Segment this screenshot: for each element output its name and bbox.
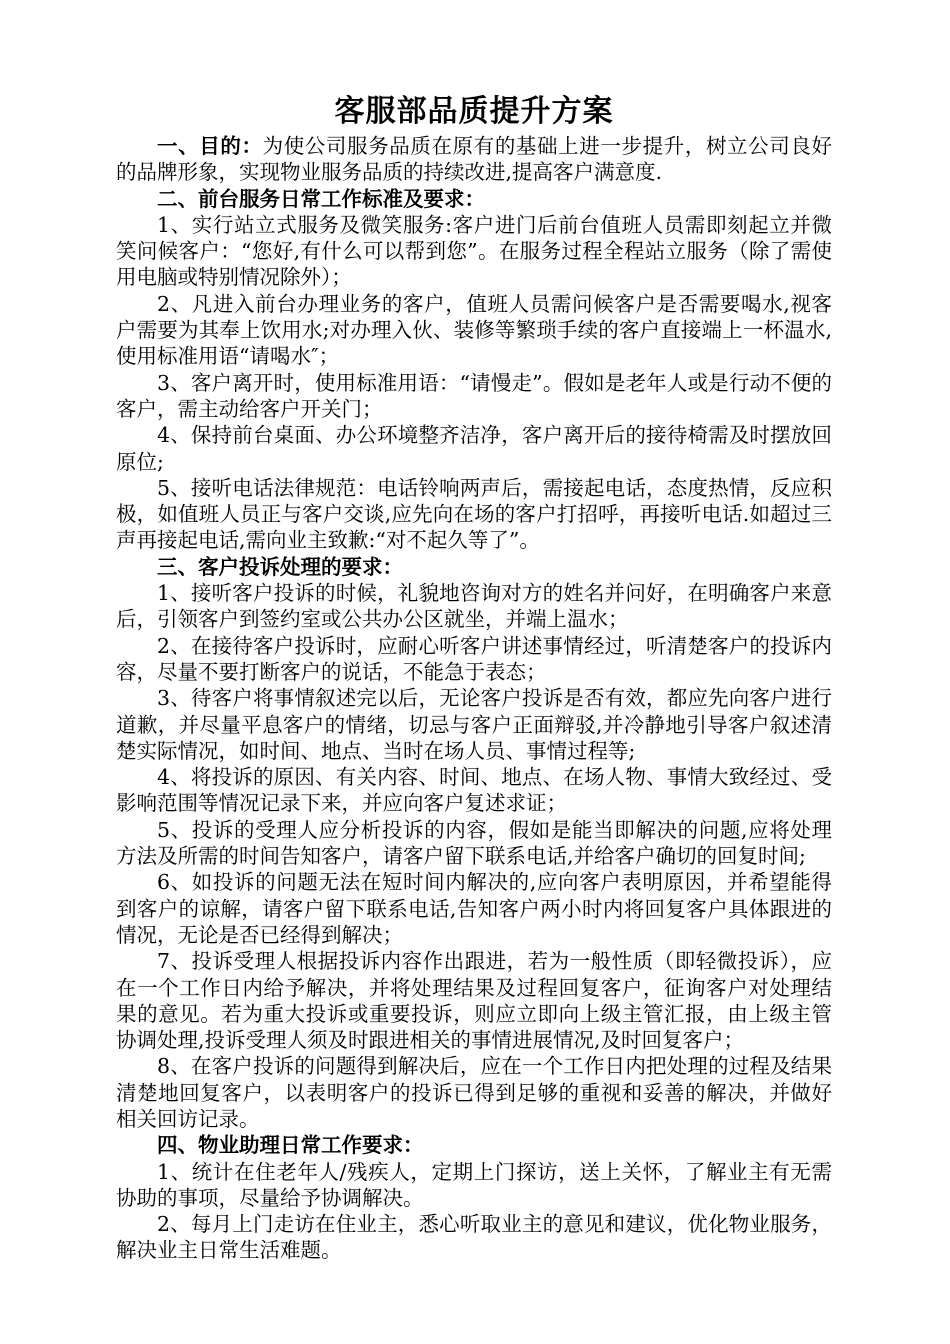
front-desk-item: 4、保持前台桌面、办公环境整齐洁净，客户离开后的接待椅需及时摆放回原位; — [116, 423, 832, 474]
complaint-item: 3、待客户将事情叙述完以后，无论客户投诉是否有效，都应先向客户进行道歉，并尽量平息客户的情绪，切忌与客户正面辩驳,并冷静地引导客户叙述清楚实际情况，如时间、地点、当时在场人员、事情过程等; — [116, 686, 832, 763]
complaint-item: 1、接听客户投诉的时候，礼貌地咨询对方的姓名并问好，在明确客户来意后，引领客户到签约室或公共办公区就坐，并端上温水； — [116, 581, 832, 632]
front-desk-item: 2、凡进入前台办理业务的客户，值班人员需问候客户是否需要喝水,视客户需要为其奉上饮用水;对办理入伙、装修等繁琐手续的客户直接端上一杯温水,使用标准用语“请喝水″； — [116, 291, 832, 369]
section-heading-complaints: 三、客户投诉处理的要求： — [157, 554, 403, 579]
complaint-item: 7、投诉受理人根据投诉内容作出跟进，若为一般性质（即轻微投诉），应在一个工作日内给予解决，并将处理结果及过程回复客户，征询客户对处理结果的意见。若为重大投诉或重要投诉，则应立即向上级主管汇报，由上级主管协调处理,投诉受理人须及时跟进相关的事情进展情况,及时回复客户； — [116, 949, 832, 1053]
assistant-item: 2、每月上门走访在住业主，悉心听取业主的意见和建议，优化物业服务，解决业主日常生活难题。 — [116, 1212, 832, 1263]
intro-paragraph — [116, 133, 832, 186]
section-heading-front-desk: 二、前台服务日常工作标准及要求： — [157, 186, 485, 211]
front-desk-item: 3、客户离开时，使用标准用语：“请慢走”。假如是老年人或是行动不便的客户，需主动给客户开关门； — [116, 370, 832, 421]
document-title: 客服部品质提升方案 — [334, 94, 614, 129]
front-desk-item: 1、实行站立式服务及微笑服务:客户进门后前台值班人员需即刻起立并微笑问候客户：“您好,有什么可以帮到您”。在服务过程全程站立服务（除了需使用电脑或特别情况除外）； — [116, 212, 832, 290]
intro-text: 为使公司服务品质在原有的基础上进一步提升，树立公司良好的品牌形象，实现物业服务品质的持续改进,提高客户满意度. — [116, 134, 833, 185]
complaint-item: 4、将投诉的原因、有关内容、时间、地点、在场人物、事情大致经过、受影响范围等情况记录下来，并应向客户复述求证； — [116, 765, 832, 816]
complaint-item: 2、在接待客户投诉时，应耐心听客户讲述事情经过，听清楚客户的投诉内容，尽量不要打断客户的说话，不能急于表态； — [116, 633, 832, 684]
complaint-item: 8、在客户投诉的问题得到解决后，应在一个工作日内把处理的过程及结果清楚地回复客户，以表明客户的投诉已得到足够的重视和妥善的解决，并做好相关回访记录。 — [116, 1054, 832, 1131]
complaint-item: 6、如投诉的问题无法在短时间内解决的,应向客户表明原因，并希望能得到客户的谅解，请客户留下联系电话,告知客户两小时内将回复客户具体跟进的情况，无论是否已经得到解决； — [116, 870, 832, 947]
complaint-item: 5、投诉的受理人应分析投诉的内容，假如是能当即解决的问题,应将处理方法及所需的时间告知客户，请客户留下联系电话,并给客户确切的回复时间; — [116, 817, 832, 869]
intro-lead: 一、目的： — [157, 134, 263, 158]
front-desk-item: 5、接听电话法律规范：电话铃响两声后，需接起电话，态度热情，反应积极，如值班人员正与客户交谈,应先向在场的客户打招呼，再接听电话.如超过三声再接起电话,需向业主致歉:“对不起久等了”。 — [116, 475, 832, 553]
section-heading-property-assistant: 四、物业助理日常工作要求： — [157, 1133, 424, 1158]
assistant-item: 1、统计在住老年人/残疾人，定期上门探访，送上关怀，了解业主有无需协助的事项，尽量给予协调解决。 — [116, 1159, 832, 1210]
document-page — [116, 92, 832, 1264]
